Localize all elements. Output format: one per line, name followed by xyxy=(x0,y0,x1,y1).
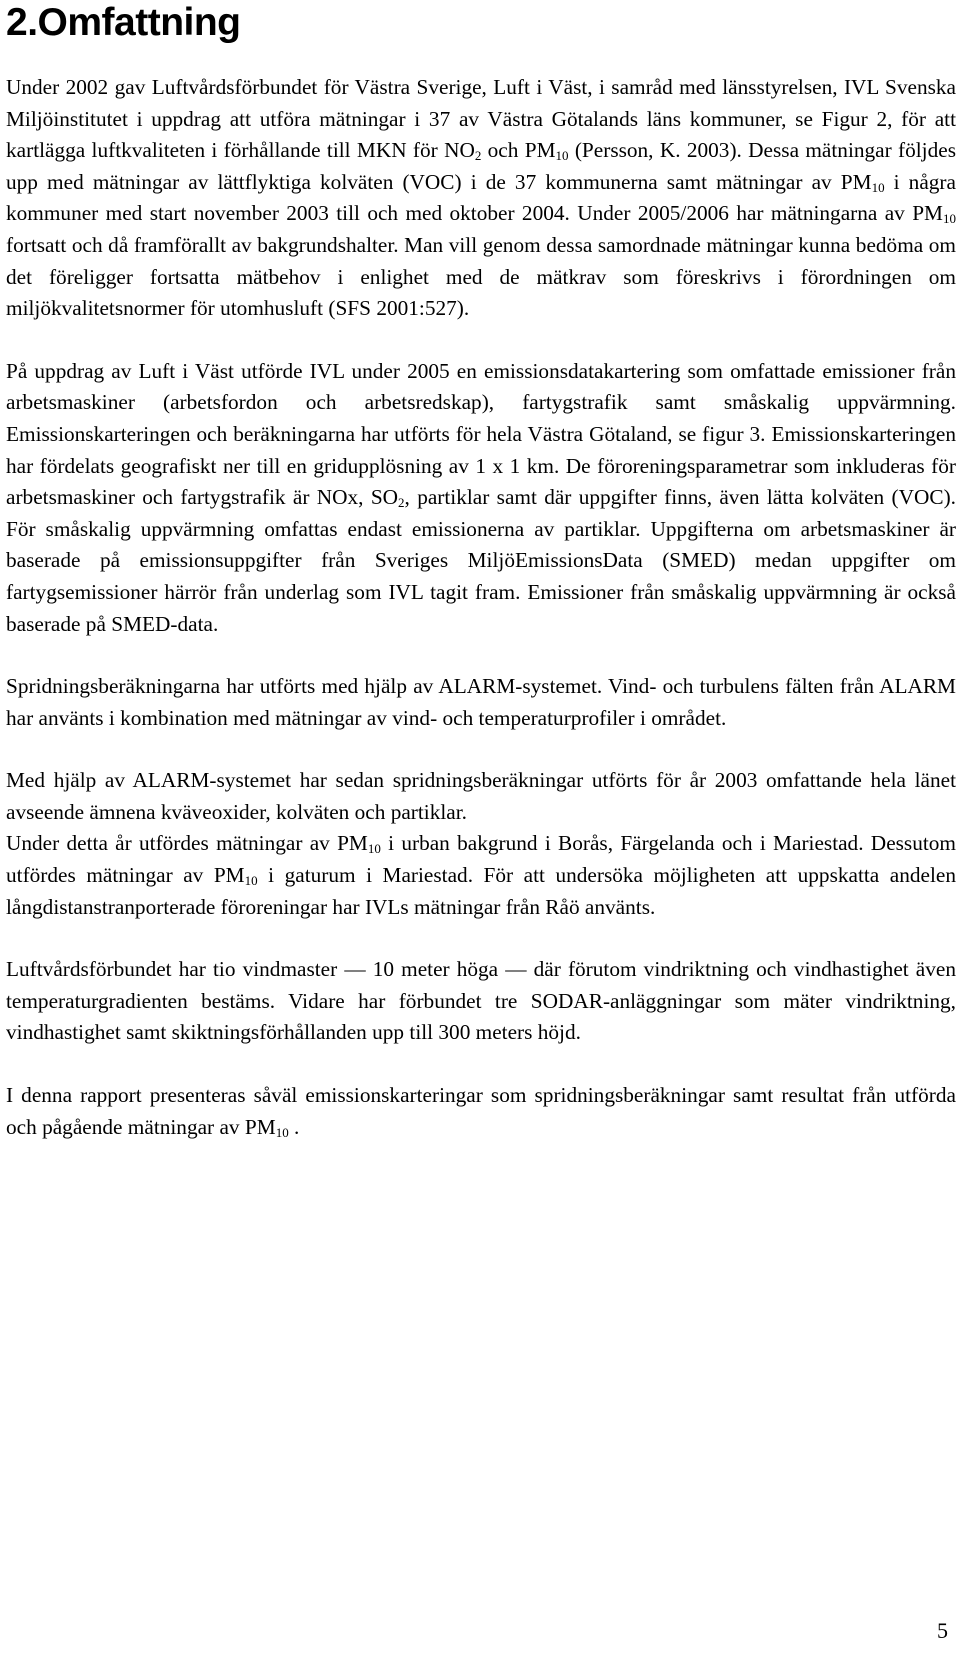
text-segment: Under detta år utfördes mätningar av PM xyxy=(6,831,368,856)
paragraph-2 xyxy=(6,356,956,640)
text-segment: fortsatt och då framförallt av bakgrundshalter. Man vill genom dessa samordnade mätningar kunna bedöma om det föreligger fortsatta mätbehov i enlighet med de mätkrav som föreskrivs i förordningen om miljökvalitetsnormer för utomhusluft (SFS 2001:527). xyxy=(6,232,956,321)
subscript: 10 xyxy=(555,148,569,164)
paragraph-5 xyxy=(6,828,956,923)
text-segment: i några kommuner med start november 2003 till och med oktober 2004. Under 2005/2006 har mätningarna av PM xyxy=(6,169,956,226)
text-segment: i urban bakgrund i Borås, Färgelanda och i Mariestad. Dessutom utfördes mätningar av PM xyxy=(6,831,956,888)
paragraph-1 xyxy=(6,72,956,325)
text-segment: I denna rapport presenteras såväl emissionskarteringar som spridningsberäkningar samt resultat från utförda och pågående mätningar av PM xyxy=(6,1083,956,1139)
subscript: 10 xyxy=(367,841,381,857)
text-segment: . xyxy=(288,1114,300,1139)
paragraph-4 xyxy=(6,765,956,828)
body-text xyxy=(6,72,956,1143)
subscript: 10 xyxy=(871,179,885,195)
subscript: 2 xyxy=(474,148,482,164)
subscript: 10 xyxy=(275,1124,289,1140)
text-segment: , partiklar samt där uppgifter finns, även lätta kolväten (VOC). För småskalig uppvärmning omfattas endast emissionerna av partiklar. Uppgifterna om arbetsmaskiner är baserade på emissionsuppgifter från Sveriges MiljöEmissionsData (SMED) medan uppgifter om fartygsemissioner härrör från underlag som IVL tagit fram. Emissioner från småskalig uppvärmning är också baserade på SMED-data. xyxy=(6,485,956,636)
section-heading: 2.Omfattning xyxy=(6,1,241,44)
text-segment: och PM xyxy=(481,138,556,163)
paragraph-3 xyxy=(6,671,956,734)
text-segment: Luftvårdsförbundet har tio vindmaster — 10 meter höga — där förutom vindriktning och vindhastighet även temperaturgradienten bestäms. Vidare har förbundet tre SODAR-anläggningar som mäter vindriktning, vindhastighet samt skiktningsförhållanden upp till 300 meters höjd. xyxy=(6,957,956,1045)
paragraph-6 xyxy=(6,954,956,1049)
text-segment: Spridningsberäkningarna har utförts med hjälp av ALARM-systemet. Vind- och turbulens fälten från ALARM har använts i kombination med mätningar av vind- och temperaturprofiler i området. xyxy=(6,674,956,730)
paragraph-7 xyxy=(6,1080,956,1143)
text-segment: i gaturum i Mariestad. För att undersöka möjligheten att uppskatta andelen långdistanstranporterade föroreningar har IVLs mätningar från Råö använts. xyxy=(6,863,956,919)
text-segment: (Persson, K. 2003). Dessa mätningar följdes upp med mätningar av lättflyktiga kolväten (VOC) i de 37 kommunerna samt mätningar av PM xyxy=(6,138,956,194)
subscript: 2 xyxy=(398,495,405,511)
text-segment: Under 2002 gav Luftvårdsförbundet för Västra Sverige, Luft i Väst, i samråd med länsstyrelsen, IVL Svenska Miljöinstitutet i uppdrag att utföra mätningar i 37 av Västra Götalands läns kommuner, se Figur 2, för att kartlägga luftkvaliteten i förhållande till MKN för NO xyxy=(6,75,956,163)
subscript: 10 xyxy=(244,873,258,889)
text-segment: På uppdrag av Luft i Väst utförde IVL under 2005 en emissionsdatakartering som omfattade emissioner från arbetsmaskiner (arbetsfordon och arbetsredskap), fartygstrafik samt småskalig uppvärmning. Emissionskarteringen och beräkningarna har utförts för hela Västra Götaland, se figur 3. Emissionskarteringen har fördelats geografiskt ner till en gridupplösning av 1 x 1 km. De föroreningsparametrar som inkluderas för arbetsmaskiner och fartygstrafik är NOx, SO xyxy=(6,358,956,510)
subscript: 10 xyxy=(943,211,956,227)
page-number: 5 xyxy=(937,1618,948,1643)
text-segment: Med hjälp av ALARM-systemet har sedan spridningsberäkningar utförts för år 2003 omfattande hela länet avseende ämnena kväveoxider, kolväten och partiklar. xyxy=(6,768,956,824)
